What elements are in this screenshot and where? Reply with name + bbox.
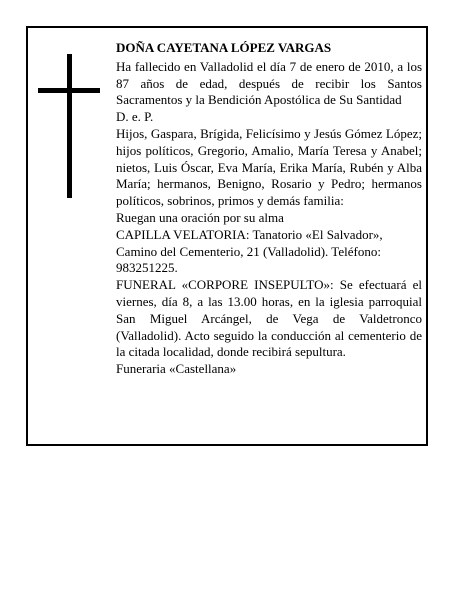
prayer-request: Ruegan una oración por su alma (116, 209, 284, 225)
cross-vertical-bar (67, 54, 72, 198)
death-announcement: Ha fallecido en Valladolid el día 7 de enero de 2010, a los 87 años de edad, después de recibir los Santos Sacramentos y la Bendición Apostólica de Su Santidad (116, 58, 422, 108)
cross-horizontal-bar (38, 88, 100, 93)
deceased-name: DOÑA CAYETANA LÓPEZ VARGAS (116, 40, 332, 55)
obituary-text (116, 40, 422, 378)
wake-chapel-info: CAPILLA VELATORIA: Tanatorio «El Salvador», Camino del Cementerio, 21 (Valladolid). Teléfono: 983251225. (116, 226, 383, 276)
obituary-notice (26, 26, 428, 446)
latin-cross-icon (38, 54, 100, 198)
funeral-home: Funeraria «Castellana» (116, 361, 237, 377)
funeral-info: FUNERAL «CORPORE INSEPULTO»: Se efectuará el viernes, día 8, a las 13.00 horas, en la iglesia parroquial San Miguel Arcángel, de Vega de Valdetronco (Valladolid). Acto seguido la conducción al cementerio de la citada localidad, donde recibirá sepultura. (116, 277, 422, 360)
rip-line: D. e. P. (116, 109, 154, 125)
family-list: Hijos, Gaspara, Brígida, Felicísimo y Jesús Gómez López; hijos políticos, Gregorio, Amalio, María Teresa y Anabel; nietos, Luis Óscar, Eva María, Erika María, Rubén y Alba María; hermanos, Benigno, Rosario y Pedro; hermanos políticos, sobrinos, primos y demás familia: (116, 125, 422, 209)
